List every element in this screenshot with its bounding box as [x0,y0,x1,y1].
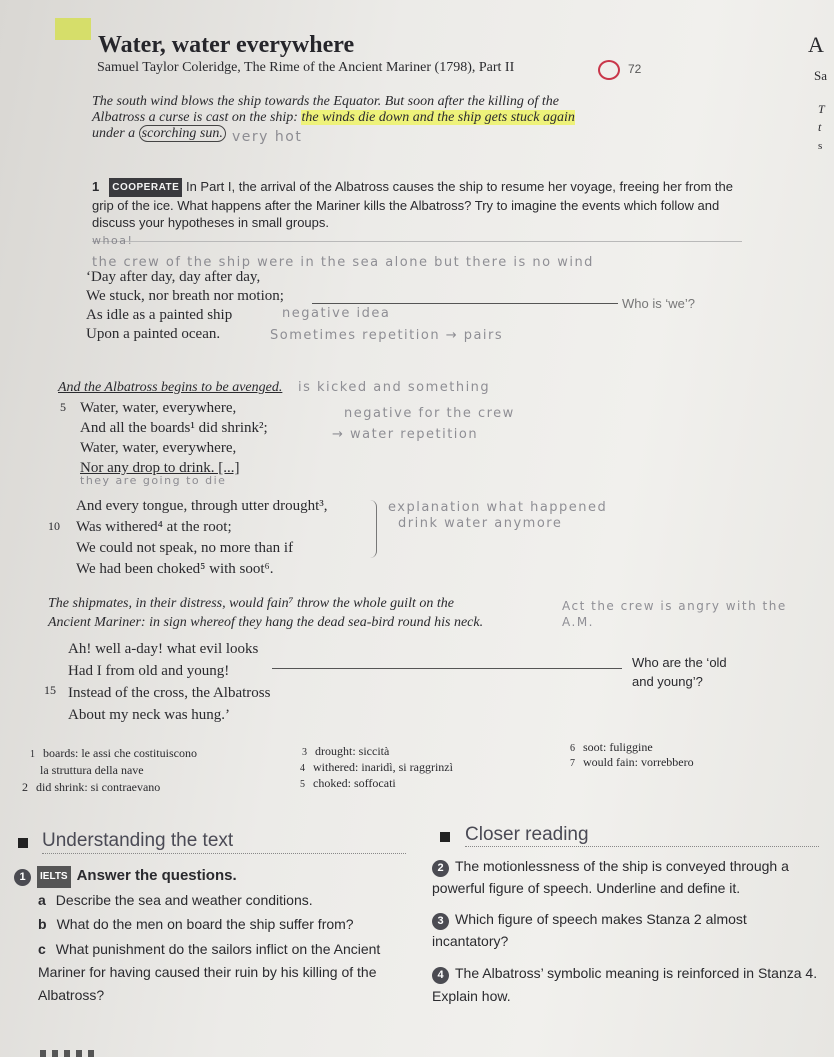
handwritten-note: drink water anymore [398,516,563,531]
poem-line: ‘Day after day, day after day, [86,269,261,285]
poem-line: Was withered⁴ at the root; [76,519,232,535]
task-text: In Part I, the arrival of the Albatross causes the ship to resume her voyage, freeing her from the grip of the ice. What happens after the Mariner kills the Albatross? Try to imagine the events which follow and discuss your hypotheses in small groups. [92,179,733,230]
handwritten-note: negative for the crew [344,406,515,421]
section-marker [440,832,450,842]
handwritten-note: very hot [232,129,303,145]
poem-line: Instead of the cross, the Albatross [68,685,271,701]
gloss-entry: drought: siccità [315,744,390,758]
handwritten-note: whoa! [92,234,134,247]
edge-fragment: s [818,140,823,152]
question-item-c: c What punishment do the sailors inflict on the Ancient Mariner for having caused their ruin by his killing of the Albatross? [38,941,381,1003]
task-number: 1 [92,179,100,194]
audio-track-number: 72 [628,62,642,76]
margin-question: and young’? [632,674,703,689]
poem-line: As idle as a painted ship [86,307,233,323]
edge-fragment: T [818,102,825,116]
intro-text-b: under a [92,126,139,141]
margin-question: Who is ‘we’? [622,296,695,311]
handwritten-note: they are going to die [80,474,227,487]
gloss-entry: would fain: vorrebbero [583,755,694,769]
prose-line: And the Albatross begins to be avenged. [58,380,283,395]
line-number: 15 [44,683,56,697]
gloss-entry: choked: soffocati [313,776,396,790]
handwritten-note: explanation what happened [388,500,608,515]
closer-item-4: 4 The Albatross’ symbolic meaning is reinforced in Stanza 4. Explain how. [432,965,818,1004]
bottom-decoration [40,1050,100,1057]
gloss-number: 7 [570,758,575,769]
poem-line: And every tongue, through utter drought³, [76,498,328,514]
handwritten-note: → water repetition [332,427,479,442]
poem-line: We could not speak, no more than if [76,540,294,556]
subtitle: Samuel Taylor Coleridge, The Rime of the Ancient Mariner (1798), Part II [97,60,515,75]
gloss-entry: did shrink: si contraevano [36,780,161,794]
line-number: 5 [60,400,66,414]
poem-line: Water, water, everywhere, [80,440,237,456]
handwritten-note: is kicked and something [298,380,491,395]
poem-line: And all the boards¹ did shrink²; [80,420,268,436]
section-heading-understanding: Understanding the text [42,830,234,851]
section-marker [18,838,28,848]
edge-fragment: Sa [814,68,827,83]
page-title: Water, water everywhere [98,32,355,58]
line-number: 10 [48,519,60,533]
ielts-badge: IELTS [37,866,71,888]
handwritten-note: Act the crew is angry with the A.M. [562,599,787,629]
gloss-number: 5 [300,779,305,790]
margin-question: Who are the ‘old [632,655,727,670]
gloss-number: 6 [570,743,575,754]
intro-text-a: The south wind blows the ship towards the Equator. But soon after the killing of the Albatross a curse is cast on the ship: [92,94,559,125]
question-item-b: b What do the men on board the ship suffer from? [38,916,354,932]
poem-line: Ah! well a-day! what evil looks [68,641,259,657]
gloss-entry: withered: inaridì, si raggrinzì [313,760,453,774]
section-heading-closer: Closer reading [465,824,589,845]
prose-line: Ancient Mariner: in sign whereof they hang the dead sea-bird round his neck. [48,615,484,630]
closer-item-3: 3 Which figure of speech makes Stanza 2 almost incantatory? [432,911,747,949]
corner-letter: A [808,32,824,57]
question-number: 1 [14,869,31,886]
intro-circled: scorching sun. [139,125,226,142]
handwritten-note: Sometimes repetition → pairs [270,328,504,343]
poem-line: Had I from old and young! [68,663,230,679]
handwritten-note: the crew of the ship were in the sea alone but there is no wind [92,255,594,270]
closer-item-2: 2 The motionlessness of the ship is conveyed through a powerful figure of speech. Underline and define it. [432,858,789,896]
cooperate-badge: COOPERATE [109,178,182,197]
gloss-number: 3 [302,747,307,758]
poem-line: We had been choked⁵ with soot⁶. [76,561,274,577]
prose-line: The shipmates, in their distress, would fain⁷ throw the whole guilt on the [48,596,454,611]
poem-line: We stuck, nor breath nor motion; [86,288,284,304]
question-1 [14,866,237,888]
gloss-entry: boards: le assi che costituiscono [43,746,197,760]
question-instruction: Answer the questions. [76,867,237,884]
question-item-a: a Describe the sea and weather conditions. [38,892,313,908]
gloss-entry: la struttura della nave [40,763,144,777]
gloss-number: 4 [300,763,305,774]
poem-line: Upon a painted ocean. [86,326,221,342]
intro-highlight: the winds die down and the ship gets stuck again [301,110,575,125]
poem-line: Nor any drop to drink. [...] [80,460,240,476]
edge-fragment: t [818,120,822,134]
gloss-entry: soot: fuliggine [583,740,653,754]
poem-line: Water, water, everywhere, [80,400,237,416]
gloss-number: 2 [22,780,28,794]
gloss-number: 1 [30,749,35,760]
poem-line: About my neck was hung.’ [68,707,231,723]
handwritten-note: negative idea [282,306,391,321]
